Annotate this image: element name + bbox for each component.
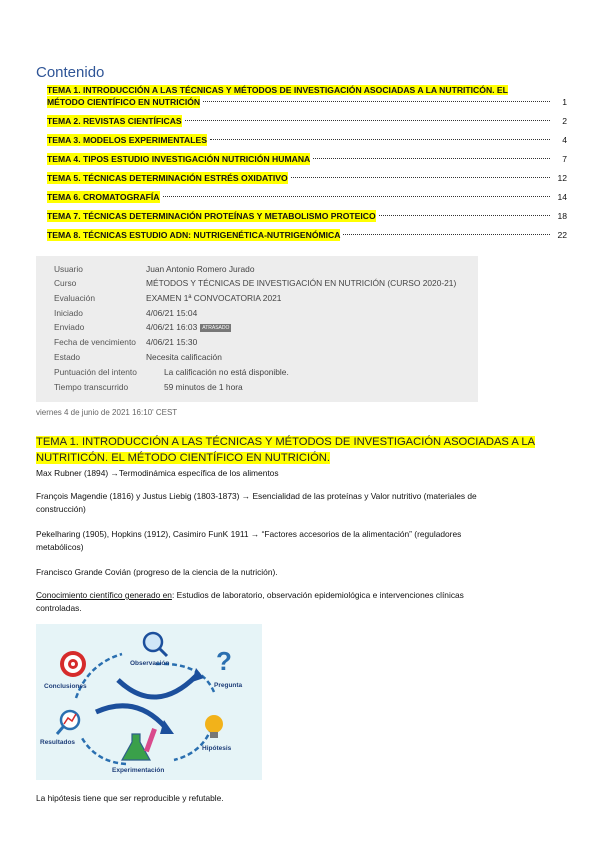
quiz-row-curso: Curso MÉTODOS Y TÉCNICAS DE INVESTIGACIÓN EN NUTRICIÓN (CURSO 2020-21) bbox=[54, 278, 457, 288]
toc-entry-label: TEMA 7. TÉCNICAS DETERMINACIÓN PROTEÍNAS Y METABOLISMO PROTEICO bbox=[47, 211, 376, 221]
quiz-date-line: viernes 4 de junio de 2021 16:10' CEST bbox=[36, 408, 178, 417]
toc-entry-5[interactable] bbox=[47, 172, 567, 184]
paragraph-hipotesis: La hipótesis tiene que ser reproducible y refutable. bbox=[36, 793, 224, 803]
toc-page-number: 22 bbox=[557, 230, 567, 240]
quiz-row-enviado: Enviado 4/06/21 16:03 ATRASADO bbox=[54, 322, 230, 332]
toc-entry-2[interactable] bbox=[47, 115, 567, 127]
toc-entry-3[interactable] bbox=[47, 134, 567, 146]
paragraph-magendie: François Magendie (1816) y Justus Liebig (1803-1873) → Esencialidad de las proteínas y Valor nutritivo (materiales de construcción) bbox=[36, 491, 477, 514]
paragraph-conocimiento: Conocimiento científico generado en: Estudios de laboratorio, observación epidemiológica e intervenciones clínicas controladas. bbox=[36, 590, 464, 613]
label-observacion: Observación bbox=[130, 660, 170, 667]
label-hipotesis: Hipótesis bbox=[202, 745, 232, 752]
target-icon bbox=[60, 651, 86, 677]
underlined-term: Conocimiento científico generado en bbox=[36, 590, 172, 600]
toc-entry-6[interactable] bbox=[47, 191, 567, 203]
quiz-attempt-summary bbox=[36, 256, 478, 402]
toc-entry-label: TEMA 8. TÉCNICAS ESTUDIO ADN: NUTRIGENÉTICA-NUTRIGENÓMICA bbox=[47, 230, 341, 240]
quiz-row-puntuacion: Puntuación del intento La calificación no está disponible. bbox=[54, 367, 289, 377]
paragraph-pekelharing: Pekelharing (1905), Hopkins (1912), Casimiro FunK 1911 → “Factores accesorios de la alimentación” (reguladores metabólicos) bbox=[36, 529, 462, 552]
toc-page-number: 14 bbox=[557, 192, 567, 202]
toc-entry-label: TEMA 1. INTRODUCCIÓN A LAS TÉCNICAS Y MÉTODOS DE INVESTIGACIÓN ASOCIADAS A LA NUTRITICÓN. EL bbox=[47, 85, 508, 95]
toc-entry-1[interactable] bbox=[47, 84, 567, 108]
label-conclusiones: Conclusiones bbox=[44, 683, 87, 690]
label-resultados: Resultados bbox=[40, 739, 76, 746]
toc-page-number: 2 bbox=[562, 116, 567, 126]
toc-entry-8[interactable] bbox=[47, 229, 567, 241]
paragraph-grande-covian: Francisco Grande Covián (progreso de la ciencia de la nutrición). bbox=[36, 567, 278, 577]
toc-page-number: 18 bbox=[557, 211, 567, 221]
quiz-row-iniciado: Iniciado 4/06/21 15:04 bbox=[54, 308, 198, 318]
scientific-method-figure bbox=[36, 624, 262, 780]
scientific-method-cycle bbox=[36, 624, 262, 780]
quiz-row-usuario: Usuario Juan Antonio Romero Jurado bbox=[54, 264, 255, 274]
toc-entry-7[interactable] bbox=[47, 210, 567, 222]
quiz-row-evaluacion: Evaluación EXAMEN 1ª CONVOCATORIA 2021 bbox=[54, 293, 282, 303]
toc-heading: Contenido bbox=[36, 64, 105, 81]
quiz-row-tiempo: Tiempo transcurrido 59 minutos de 1 hora bbox=[54, 382, 243, 392]
toc-entry-label-cont: MÉTODO CIENTÍFICO EN NUTRICIÓN bbox=[47, 97, 201, 107]
paragraph-rubner: Max Rubner (1894) →Termodinámica específica de los alimentos bbox=[36, 468, 279, 478]
question-mark-icon: ? bbox=[216, 646, 232, 676]
table-of-contents bbox=[47, 84, 567, 248]
quiz-row-vencimiento: Fecha de vencimiento 4/06/21 15:30 bbox=[54, 337, 198, 347]
toc-page-number: 4 bbox=[562, 135, 567, 145]
toc-entry-label: TEMA 6. CROMATOGRAFÍA bbox=[47, 192, 160, 202]
toc-entry-label: TEMA 2. REVISTAS CIENTÍFICAS bbox=[47, 116, 182, 126]
toc-entry-label: TEMA 5. TÉCNICAS DETERMINACIÓN ESTRÉS OXIDATIVO bbox=[47, 173, 288, 183]
quiz-row-estado: Estado Necesita calificación bbox=[54, 352, 222, 362]
label-pregunta: Pregunta bbox=[214, 682, 243, 689]
label-experimentacion: Experimentación bbox=[112, 767, 165, 774]
toc-entry-4[interactable] bbox=[47, 153, 567, 165]
toc-page-number: 1 bbox=[562, 97, 567, 107]
toc-page-number: 7 bbox=[562, 154, 567, 164]
toc-entry-label: TEMA 4. TIPOS ESTUDIO INVESTIGACIÓN NUTRICIÓN HUMANA bbox=[47, 154, 311, 164]
toc-page-number: 12 bbox=[557, 173, 567, 183]
section-title: TEMA 1. INTRODUCCIÓN A LAS TÉCNICAS Y MÉTODOS DE INVESTIGACIÓN ASOCIADAS A LA NUTRITICÓN. EL MÉTODO CIENTÍFICO EN NUTRICIÓN. bbox=[36, 436, 536, 464]
toc-entry-label: TEMA 3. MODELOS EXPERIMENTALES bbox=[47, 135, 207, 145]
late-badge: ATRASADO bbox=[202, 324, 230, 331]
